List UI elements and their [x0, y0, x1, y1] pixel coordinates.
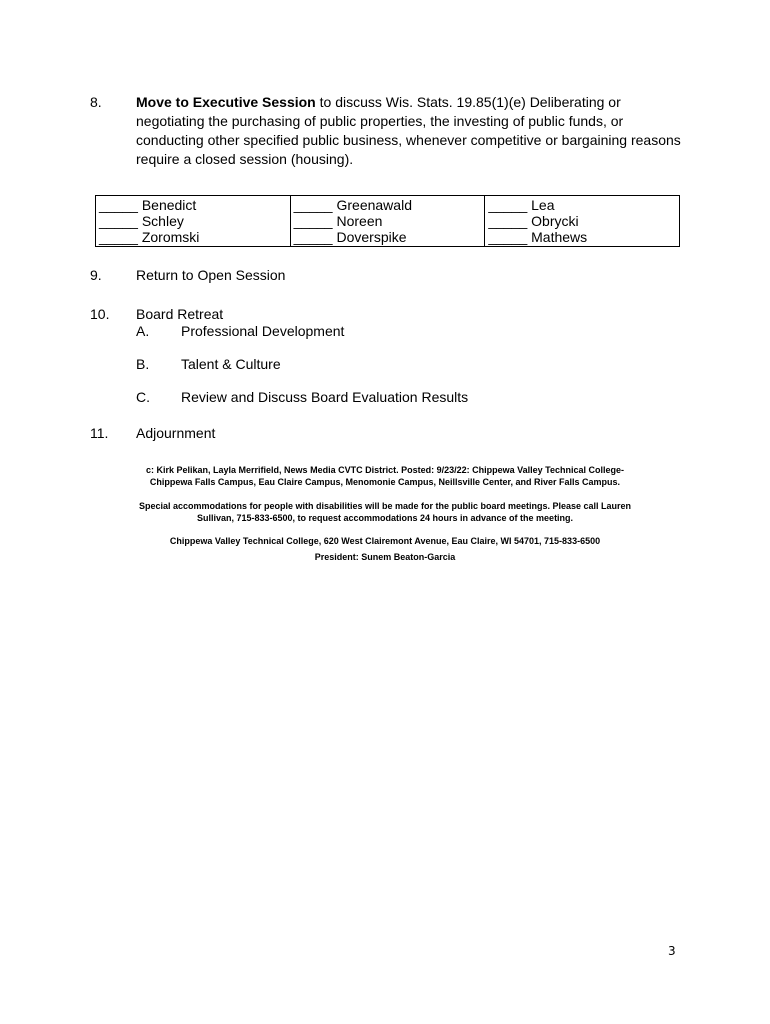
roll-call-blank: _____	[99, 213, 138, 229]
subitem-letter: C.	[136, 389, 150, 405]
notice-line: c: Kirk Pelikan, Layla Merrifield, News Media CVTC District. Posted: 9/23/22: Chippewa Valley Technical College-	[146, 465, 624, 475]
item-text-line: to discuss Wis. Stats. 19.85(1)(e) Deliberating or	[315, 94, 621, 110]
member-name: Greenawald	[336, 197, 412, 213]
subitem-letter: A.	[136, 323, 150, 339]
roll-call-blank: _____	[293, 229, 333, 245]
member-name: Doverspike	[336, 229, 407, 245]
page-number: 3	[668, 944, 676, 958]
roll-call-entry	[99, 213, 287, 229]
member-name: Benedict	[141, 197, 197, 213]
member-name: Obrycki	[531, 213, 579, 229]
distribution-notice	[95, 464, 675, 488]
roll-call-blank: _____	[293, 213, 333, 229]
subitem-letter: B.	[136, 356, 150, 372]
subitem-text: Review and Discuss Board Evaluation Results	[181, 389, 469, 405]
roll-call-entry	[294, 213, 482, 229]
member-name: Noreen	[336, 213, 383, 229]
roll-call-column	[96, 196, 291, 247]
subitem-text: Professional Development	[181, 323, 345, 339]
roll-call-blank: _____	[488, 229, 528, 245]
roll-call-entry	[488, 213, 676, 229]
item-text: Return to Open Session	[136, 267, 286, 283]
item-body	[136, 93, 681, 169]
item-number: 8.	[90, 94, 102, 110]
roll-call-blank: _____	[99, 197, 138, 213]
roll-call-blank: _____	[99, 229, 138, 245]
item-text-line: require a closed session (housing).	[136, 151, 354, 167]
roll-call-entry	[488, 229, 676, 245]
roll-call-entry	[99, 229, 287, 245]
roll-call-column	[290, 196, 485, 247]
notice-line: Special accommodations for people with disabilities will be made for the public board meetings. Please call Lauren	[138, 501, 632, 511]
item-bold-lead: Move to Executive Session	[136, 94, 316, 110]
item-number: 10.	[90, 306, 110, 322]
college-president: President: Sunem Beaton-Garcia	[314, 552, 456, 562]
item-number: 9.	[90, 267, 102, 283]
roll-call-entry	[294, 197, 482, 213]
roll-call-blank: _____	[293, 197, 333, 213]
college-address: Chippewa Valley Technical College, 620 West Clairemont Avenue, Eau Claire, WI 54701, 715-833-6500	[169, 536, 601, 546]
subitem-text: Talent & Culture	[181, 356, 281, 372]
roll-call-table	[95, 195, 680, 247]
item-text-line: conducting other specified public business, whenever competitive or bargaining reasons	[136, 132, 681, 148]
member-name: Zoromski	[141, 229, 200, 245]
accommodations-notice	[95, 500, 675, 524]
roll-call-entry	[294, 229, 482, 245]
notice-line: Sullivan, 715-833-6500, to request accommodations 24 hours in advance of the meeting.	[196, 513, 574, 523]
notice-line: Chippewa Falls Campus, Eau Claire Campus, Menomonie Campus, Neillsville Center, and River Falls Campus.	[149, 477, 621, 487]
item-text: Adjournment	[136, 425, 216, 441]
roll-call-column	[485, 196, 680, 247]
item-number: 11.	[90, 425, 109, 441]
roll-call-entry	[99, 197, 287, 213]
member-name: Lea	[531, 197, 555, 213]
roll-call-blank: _____	[488, 213, 528, 229]
item-text: Board Retreat	[136, 306, 224, 322]
member-name: Schley	[141, 213, 184, 229]
roll-call-blank: _____	[488, 197, 528, 213]
roll-call-entry	[488, 197, 676, 213]
member-name: Mathews	[531, 229, 588, 245]
item-text-line: negotiating the purchasing of public properties, the investing of public funds, or	[136, 113, 624, 129]
